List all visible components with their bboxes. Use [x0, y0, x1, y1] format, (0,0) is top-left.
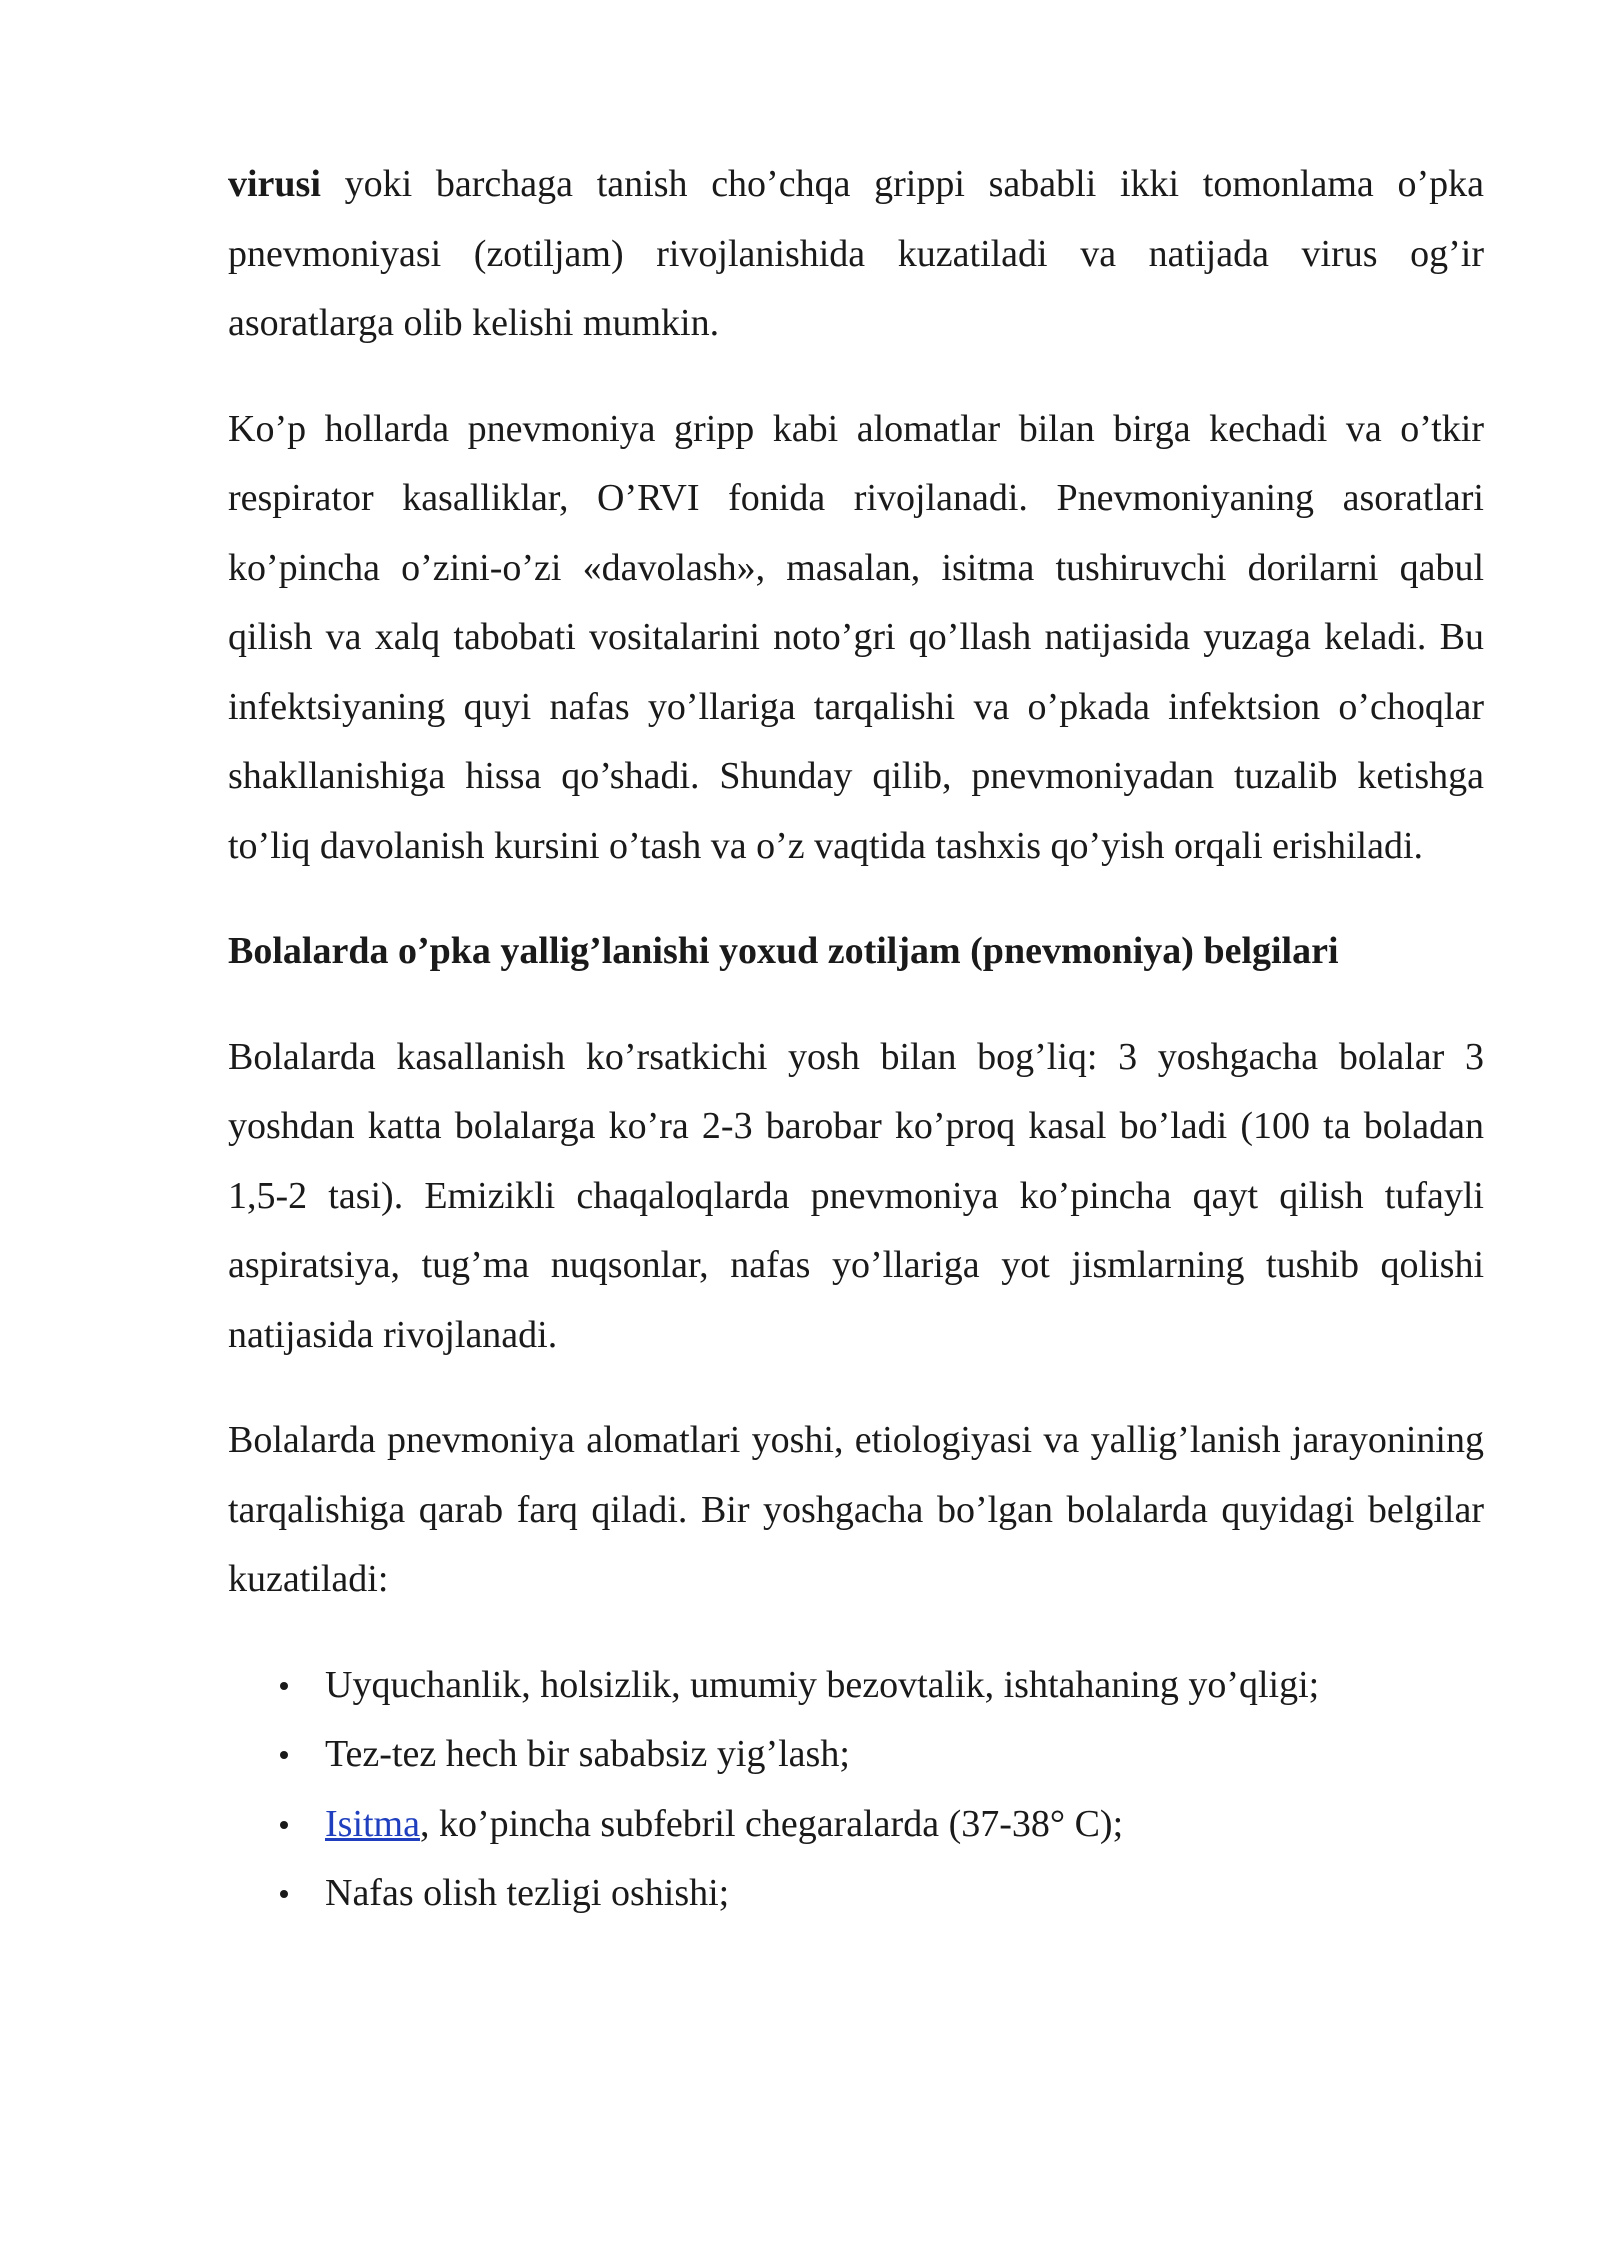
bullet-icon — [280, 1821, 288, 1829]
isitma-link[interactable]: Isitma — [325, 1802, 420, 1845]
list-item — [228, 1790, 1484, 1860]
list-item-text: , ko’pincha subfebril chegaralarda (37-38° C); — [419, 1802, 1124, 1845]
bold-lead-word: virusi — [228, 163, 321, 205]
list-item — [228, 1651, 1484, 1721]
section-heading: Bolalarda o’pka yallig’lanishi yoxud zotiljam (pnevmoniya) belgilari — [228, 930, 1339, 972]
paragraph-pneumonia-flu: Ko’p hollarda pnevmoniya gripp kabi alomatlar bilan birga kechadi va o’tkir respirator kasalliklar, O’RVI fonida rivojlanadi. Pnevmoniyaning asoratlari ko’pincha o’zini-o’zi «davolash», masalan, isitma tushiruvchi dorilarni qabul qilish va xalq tabobati vositalarini noto’gri qo’llash natijasida yuzaga keladi. Bu infektsiyaning quyi nafas yo’llariga tarqalishi va o’pkada infektsion o’choqlar shakllanishiga hissa qo’shadi. Shunday qilib, pnevmoniyadan tuzalib ketishga to’liq davolanish kursini o’tash va o’z vaqtida tashxis qo’yish orqali erishiladi. — [228, 407, 1484, 867]
list-item-text: Uyquchanlik, holsizlik, umumiy bezovtalik, ishtahaning yo’qligi; — [325, 1663, 1320, 1706]
symptoms-list — [228, 1651, 1484, 1929]
document-body — [228, 150, 1484, 1929]
paragraph-children-incidence: Bolalarda kasallanish ko’rsatkichi yosh bilan bog’liq: 3 yoshgacha bolalar 3 yoshdan katta bolalarga ko’ra 2-3 barobar ko’proq kasal bo’ladi (100 ta boladan 1,5-2 tasi). Emizikli chaqaloqlarda pnevmoniya ko’pincha qayt qilish tufayli aspiratsiya, tug’ma nuqsonlar, nafas yo’llariga yot jismlarning tushib qolishi natijasida rivojlanadi. — [228, 1035, 1484, 1356]
paragraph-text: yoki barchaga tanish cho’chqa grippi sababli ikki tomonlama o’pka pnevmoniyasi (zotiljam) rivojlanishida kuzatiladi va natijada virus og’ir asoratlarga olib kelishi mumkin. — [228, 163, 1484, 344]
list-item — [228, 1859, 1484, 1929]
paragraph-symptoms-intro: Bolalarda pnevmoniya alomatlari yoshi, etiologiyasi va yallig’lanish jarayonining tarqalishiga qarab farq qiladi. Bir yoshgacha bo’lgan bolalarda quyidagi belgilar kuzatiladi: — [228, 1419, 1484, 1600]
list-item-text: Tez-tez hech bir sababsiz yig’lash; — [325, 1733, 850, 1775]
bullet-icon — [280, 1751, 288, 1759]
list-item — [228, 1720, 1484, 1790]
bullet-icon — [280, 1682, 288, 1690]
list-item-text: Nafas olish tezligi oshishi; — [325, 1872, 730, 1914]
bullet-icon — [280, 1890, 288, 1898]
paragraph-virus-complications — [228, 150, 1484, 359]
